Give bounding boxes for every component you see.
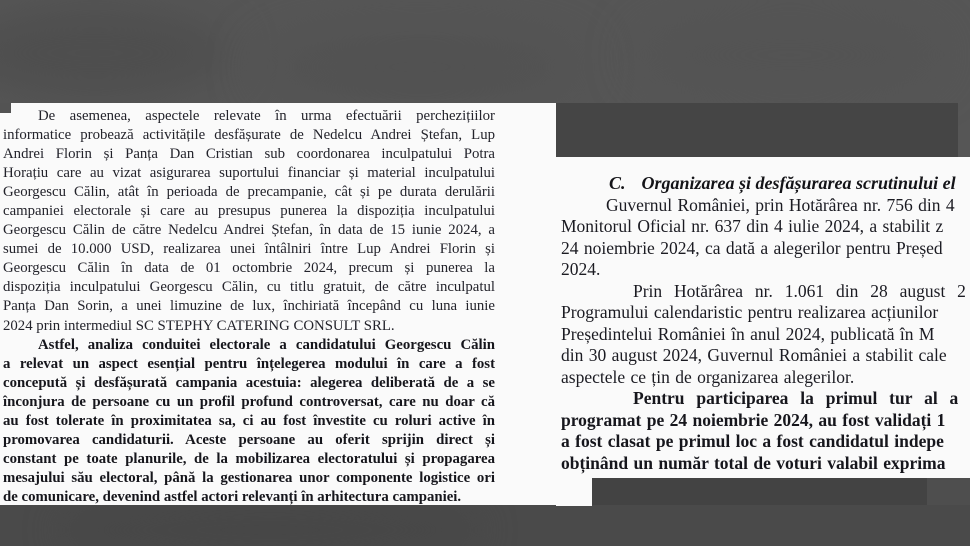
section-heading — [609, 173, 970, 195]
right-document-page — [556, 157, 970, 478]
text-line: din 30 august 2024, Guvernul României a stabilit cale — [561, 345, 947, 365]
backdrop-blob — [260, 34, 580, 100]
backdrop-dark-band — [592, 478, 927, 506]
text-line: Astfel, analiza conduitei electorale a candidatului Georgescu Călin — [38, 336, 495, 353]
text-line: De asemenea, aspectele relevate în urma efectuării perchezițiilor — [38, 108, 495, 124]
text-line: dispoziția inculpatului Georgescu Călin, cu titlu gratuit, de către inculpatul — [3, 279, 495, 296]
paragraph — [0, 336, 556, 505]
backdrop-blob — [640, 20, 940, 90]
text-line: au fost tolerate în proximitatea sa, ci au fost învestite cu roluri active în — [3, 412, 495, 429]
text-line: Prin Hotărârea nr. 1.061 din 28 august 2 — [633, 280, 966, 301]
text-line: Georgescu Călin de către Nedelcu Andrei Ștefan, în data de 15 iunie 2024, a — [3, 222, 495, 239]
text-line: informatice probează activitățile desfășurate de Nedelcu Andrei Ștefan, Lup — [3, 127, 495, 144]
text-line: promovarea candidaturii. Aceste persoane au oferit sprijin direct și — [3, 431, 495, 448]
text-line: Panța Dan Sorin, a unei limuzine de lux, închiriată începând cu luna iunie — [3, 298, 495, 315]
text-line: a relevat un aspect esențial pentru înțelegerea modului în care a fost — [3, 355, 495, 372]
paragraph — [561, 281, 970, 389]
text-line: Pentru participarea la primul tur al a — [633, 388, 959, 408]
section-heading-label: C. — [609, 173, 626, 193]
text-line: Guvernul României, prin Hotărârea nr. 756 din 4 — [606, 194, 955, 215]
text-line: Horațiu care au vizat asigurarea suportului financiar și material inculpatului — [3, 165, 495, 182]
text-line: Georgescu Călin în data de 01 octombrie 2024, precum și punerea la — [3, 260, 495, 277]
text-line: a fost clasat pe primul loc a fost candidatul indepe — [561, 431, 944, 451]
text-line: obținând un număr total de voturi valabil exprima — [561, 452, 946, 473]
backdrop-seam — [927, 478, 970, 506]
paragraph — [561, 388, 970, 474]
text-line: concepută și desfășurată campania acestuia: alegerea deliberată de a se — [3, 374, 495, 391]
text-line: 2024 prin intermediul SC STEPHY CATERING CONSULT SRL. — [3, 317, 395, 334]
text-line: aspectele ce țin de organizarea alegerilor. — [561, 366, 855, 387]
left-page-corner-notch — [0, 103, 11, 113]
text-line: mesajului său electoral, până la gestionarea unor componente logistice ori — [3, 469, 495, 486]
right-document-page-corner — [556, 478, 592, 506]
backdrop-dark-band — [556, 103, 958, 157]
text-line: constant pe toate planurile, de la mobilizarea electoratului și propagarea — [3, 450, 495, 467]
left-document-text — [0, 103, 556, 505]
left-document-page — [0, 103, 556, 505]
text-line: Programului calendaristic pentru realizarea acțiunilor — [561, 302, 939, 322]
text-line: Andrei Florin și Panța Dan Cristian sub coordonarea inculpatului Potra — [3, 146, 495, 163]
paragraph — [561, 195, 970, 281]
backdrop-blob — [0, 8, 230, 98]
right-document-text — [556, 157, 970, 474]
text-line: sumei de 10.000 USD, realizarea unei întâlniri între Lup Andrei Florin și — [3, 241, 495, 258]
text-line: Georgescu Călin, atât în perioada de precampanie, cât și pe durata derulării — [3, 184, 495, 201]
text-line: 2024. — [561, 259, 601, 279]
paragraph — [0, 107, 556, 336]
text-line: de comunicare, devenind astfel actori relevanți în arhitectura campaniei. — [3, 488, 462, 505]
section-heading-title: Organizarea și desfășurarea scrutinului el — [641, 173, 956, 193]
text-line: înconjura de persoane cu un profil profund controversat, care nu doar că — [3, 393, 495, 410]
text-line: 24 noiembrie 2024, ca dată a alegerilor pentru Președ — [561, 237, 943, 258]
text-line: Monitorul Oficial nr. 637 din 4 iulie 2024, a stabilit z — [561, 216, 944, 236]
text-line: campaniei electorale și care au presupus punerea la dispoziția inculpatului — [3, 203, 495, 220]
text-line: programat pe 24 noiembrie 2024, au fost validați 1 — [561, 409, 946, 430]
text-line: Președintelui României în anul 2024, publicată în M — [561, 323, 935, 344]
